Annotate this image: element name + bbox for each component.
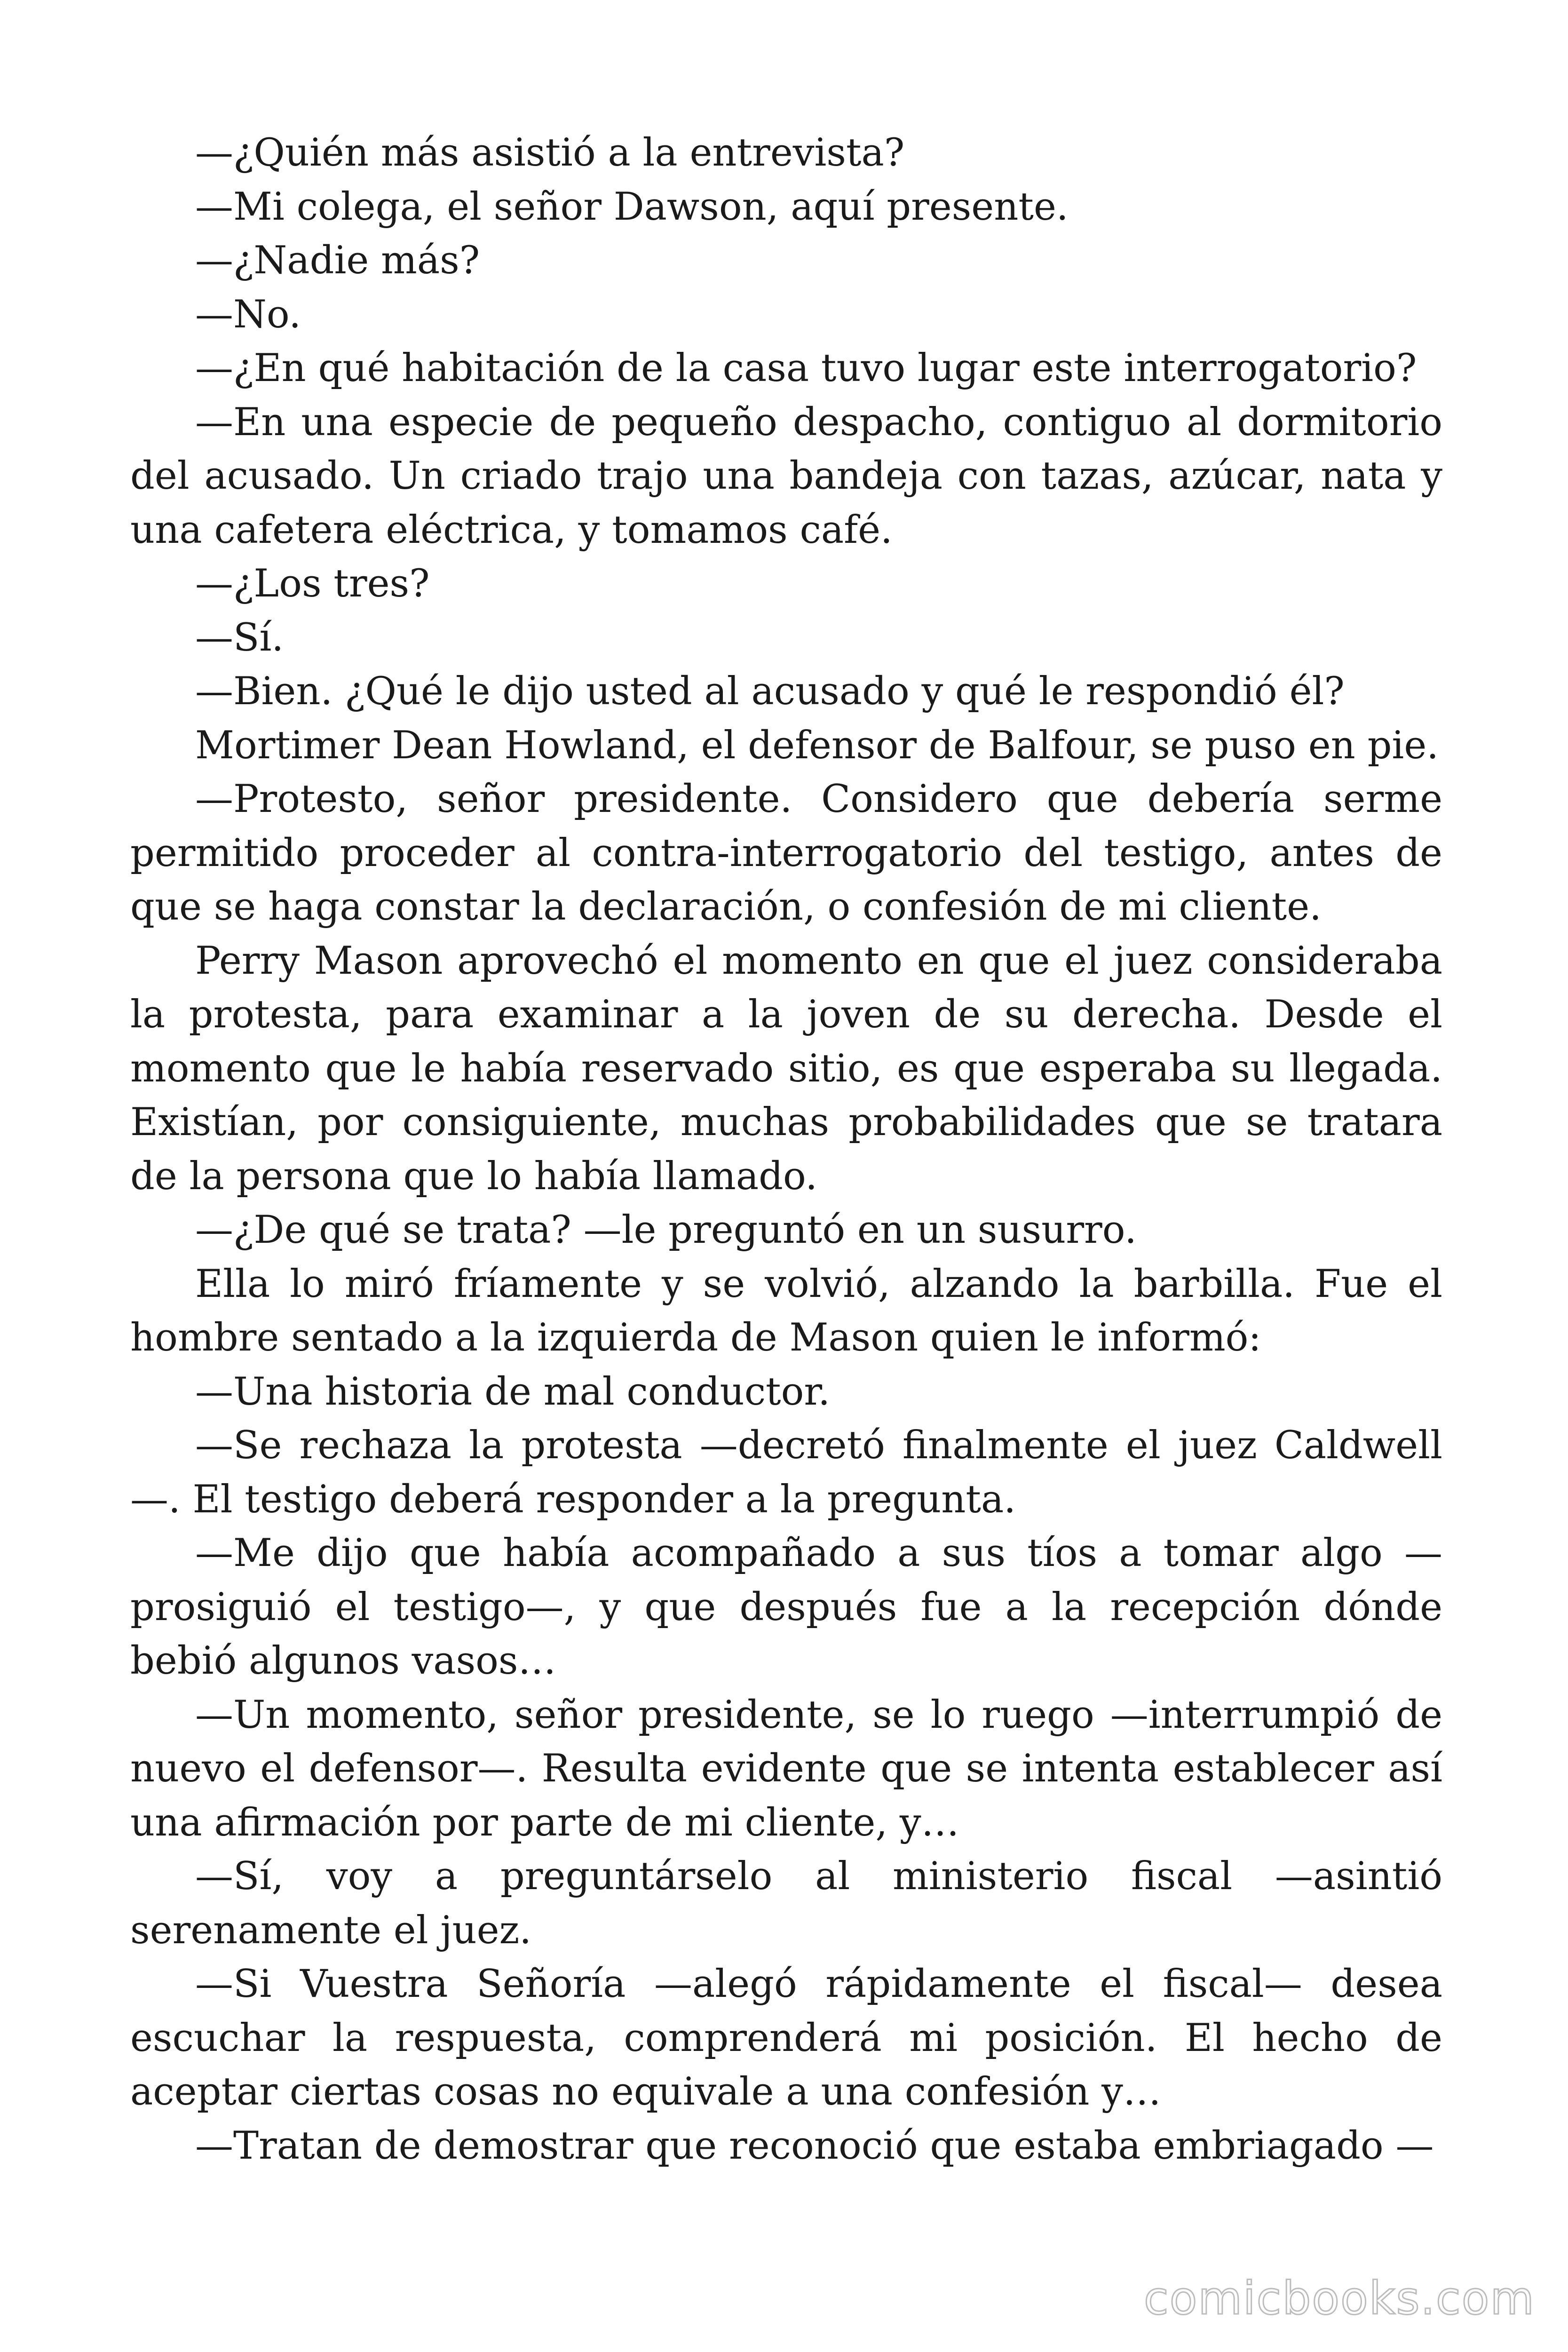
paragraph: —Protesto, señor presidente. Considero que debería serme permitido proceder al contra-interrogatorio del testigo, antes de que se haga constar la declaración, o confesión de mi cliente. (130, 777, 1442, 929)
paragraph: —¿Quién más asistió a la entrevista? (195, 131, 905, 175)
paragraph: —Me dijo que había acompañado a sus tíos a tomar algo — prosiguió el testigo—, y que después fue a la recepción dónde bebió algunos vasos… (130, 1531, 1442, 1683)
paragraph: Perry Mason aprovechó el momento en que el juez consideraba la protesta, para examinar a la joven de su derecha. Desde el momento que le había reservado sitio, es que esperaba su llegada. Existían, por consiguiente, muchas probabilidades que se tratara de la persona que lo había llamado. (130, 938, 1442, 1199)
paragraph: —Sí. (195, 615, 284, 660)
paragraph: —¿Los tres? (195, 562, 430, 606)
paragraph: —¿En qué habitación de la casa tuvo lugar este interrogatorio? (195, 346, 1417, 390)
paragraph: —Si Vuestra Señoría —alegó rápidamente el fiscal— desea escuchar la respuesta, comprenderá mi posición. El hecho de aceptar ciertas cosas no equivale a una confesión y… (130, 1962, 1442, 2114)
paragraph: —Sí, voy a preguntárselo al ministerio fiscal —asintió serenamente el juez. (130, 1854, 1442, 1953)
paragraph: Ella lo miró fríamente y se volvió, alzando la barbilla. Fue el hombre sentado a la izquierda de Mason quien le informó: (130, 1262, 1442, 1360)
paragraph: —¿Nadie más? (195, 238, 480, 283)
body-text (130, 126, 1442, 2173)
watermark-logo: comicbooks.com (1143, 2272, 1535, 2325)
paragraph: —¿De qué se trata? —le preguntó en un susurro. (195, 1208, 1137, 1252)
paragraph: —No. (195, 292, 301, 337)
paragraph: —Un momento, señor presidente, se lo ruego —interrumpió de nuevo el defensor—. Resulta evidente que se intenta establecer así una afirmación por parte de mi cliente, y… (130, 1692, 1442, 1845)
paragraph: —Mi colega, el señor Dawson, aquí presente. (195, 184, 1069, 229)
paragraph: —Se rechaza la protesta —decretó finalmente el juez Caldwell —. El testigo deberá responder a la pregunta. (130, 1423, 1442, 1522)
paragraph: —Una historia de mal conductor. (195, 1369, 830, 1414)
paragraph: Mortimer Dean Howland, el defensor de Balfour, se puso en pie. (195, 723, 1439, 768)
paragraph: —En una especie de pequeño despacho, contiguo al dormitorio del acusado. Un criado trajo una bandeja con tazas, azúcar, nata y una cafetera eléctrica, y tomamos café. (130, 400, 1442, 552)
paragraph: —Bien. ¿Qué le dijo usted al acusado y qué le respondió él? (195, 669, 1345, 714)
paragraph: —Tratan de demostrar que reconoció que estaba embriagado — (195, 2123, 1434, 2168)
